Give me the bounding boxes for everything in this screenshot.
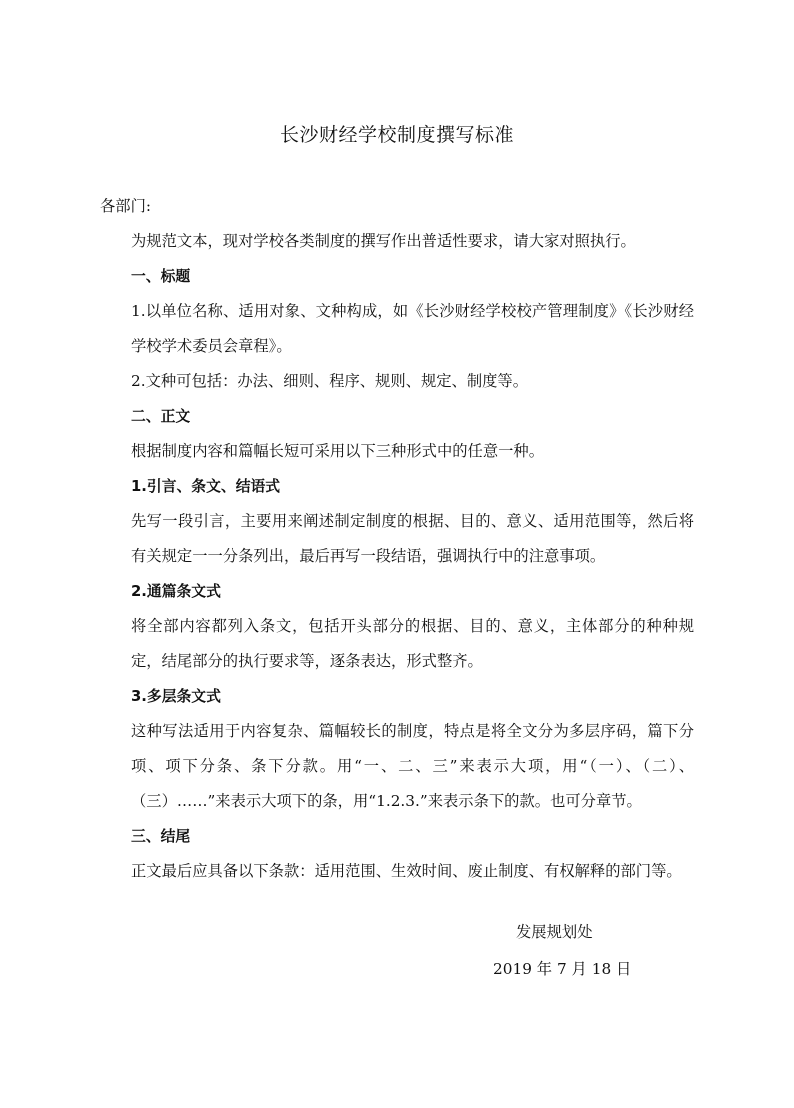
body-intro: 根据制度内容和篇幅长短可采用以下三种形式中的任意一种。 <box>131 442 545 460</box>
section-heading-title: 一、标题 <box>131 268 191 285</box>
title-rule-1: 1.以单位名称、适用对象、文种构成，如《长沙财经学校校产管理制度》《长沙财经学校学术委员会章程》。 <box>131 302 694 355</box>
ending-text: 正文最后应具备以下条款：适用范围、生效时间、废止制度、有权解释的部门等。 <box>131 862 682 880</box>
form-heading-3: 3.多层条文式 <box>131 688 221 705</box>
intro-paragraph: 为规范文本，现对学校各类制度的撰写作出普适性要求，请大家对照执行。 <box>131 232 636 250</box>
section-heading-body: 二、正文 <box>131 408 191 425</box>
form-text-2: 将全部内容都列入条文，包括开头部分的根据、目的、意义，主体部分的种种规定，结尾部分的执行要求等，逐条表达，形式整齐。 <box>131 617 694 670</box>
salutation: 各部门: <box>100 197 152 215</box>
form-heading-2: 2.通篇条文式 <box>131 583 221 600</box>
signature-department-text: 发展规划处 <box>516 923 593 941</box>
form-text-1: 先写一段引言，主要用来阐述制定制度的根据、目的、意义、适用范围等，然后将有关规定一一分条列出，最后再写一段结语，强调执行中的注意事项。 <box>131 512 694 565</box>
document-body <box>100 189 694 889</box>
document-title: 长沙财经学校制度撰写标准 <box>279 124 514 146</box>
section-heading-ending: 三、结尾 <box>131 828 191 845</box>
signature-date-text: 2019 年 7 月 18 日 <box>493 960 632 978</box>
title-rule-2: 2.文种可包括：办法、细则、程序、规则、规定、制度等。 <box>131 372 529 390</box>
form-heading-1: 1.引言、条文、结语式 <box>131 478 281 495</box>
form-text-3: 这种写法适用于内容复杂、篇幅较长的制度，特点是将全文分为多层序码，篇下分项、项下分条、条下分款。用“一、二、三”来表示大项，用“（一）、（二）、（三）……”来表示大项下的条，用“1.2.3.”来表示条下的款。也可分章节。 <box>131 722 694 810</box>
